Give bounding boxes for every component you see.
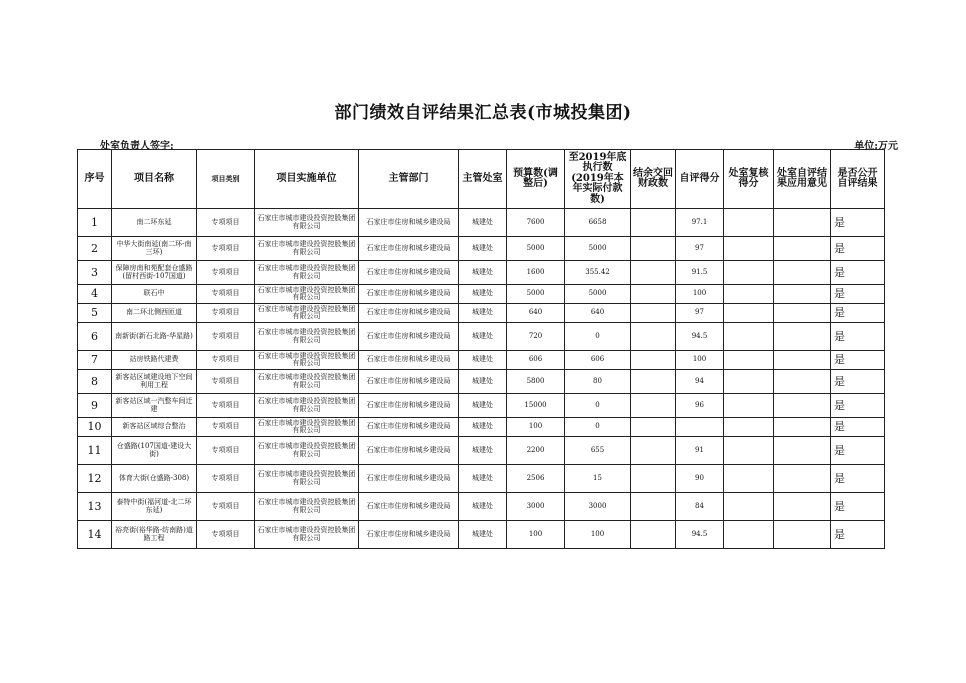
apply-opinion xyxy=(774,465,831,493)
returned-value xyxy=(631,237,676,261)
executed-value: 80 xyxy=(565,370,631,394)
table-row xyxy=(78,323,885,351)
project-category: 专项项目 xyxy=(197,465,255,493)
public-flag: 是 xyxy=(831,323,885,351)
project-name: 裕亮街(裕华路-纺南路)道路工程 xyxy=(112,521,197,549)
col-header: 序号 xyxy=(78,150,112,209)
implementing-unit: 石家庄市城市建设投资控股集团有限公司 xyxy=(255,261,359,285)
public-flag: 是 xyxy=(831,418,885,437)
implementing-unit: 石家庄市城市建设投资控股集团有限公司 xyxy=(255,394,359,418)
returned-value xyxy=(631,394,676,418)
budget-value: 15000 xyxy=(507,394,565,418)
supervising-dept: 石家庄市住房和城乡建设局 xyxy=(359,323,459,351)
project-name: 南二环东延 xyxy=(112,209,197,237)
unit-label: 单位:万元 xyxy=(854,141,898,152)
project-category: 专项项目 xyxy=(197,370,255,394)
project-category: 专项项目 xyxy=(197,323,255,351)
apply-opinion xyxy=(774,285,831,304)
table-row xyxy=(78,394,885,418)
apply-opinion xyxy=(774,493,831,521)
supervising-dept: 石家庄市住房和城乡建设局 xyxy=(359,493,459,521)
budget-value: 5000 xyxy=(507,237,565,261)
supervising-office: 城建处 xyxy=(459,418,507,437)
supervising-dept: 石家庄市住房和城乡建设局 xyxy=(359,304,459,323)
table-row xyxy=(78,237,885,261)
col-header: 处室自评结果应用意见 xyxy=(774,150,831,209)
supervising-office: 城建处 xyxy=(459,285,507,304)
table-row xyxy=(78,304,885,323)
apply-opinion xyxy=(774,261,831,285)
supervising-dept: 石家庄市住房和城乡建设局 xyxy=(359,285,459,304)
apply-opinion xyxy=(774,418,831,437)
public-flag: 是 xyxy=(831,521,885,549)
returned-value xyxy=(631,351,676,370)
public-flag: 是 xyxy=(831,261,885,285)
self-score: 96 xyxy=(676,394,724,418)
implementing-unit: 石家庄市城市建设投资控股集团有限公司 xyxy=(255,323,359,351)
supervising-office: 城建处 xyxy=(459,437,507,465)
self-score: 97 xyxy=(676,304,724,323)
seq-cell: 3 xyxy=(78,261,112,285)
supervising-office: 城建处 xyxy=(459,521,507,549)
public-flag: 是 xyxy=(831,209,885,237)
project-name: 保障房南和苑配套仓盛路(留村西街-107国道) xyxy=(112,261,197,285)
header-row xyxy=(78,150,885,209)
col-header: 项目名称 xyxy=(112,150,197,209)
project-name: 站房铁路代建费 xyxy=(112,351,197,370)
budget-value: 3000 xyxy=(507,493,565,521)
public-flag: 是 xyxy=(831,437,885,465)
returned-value xyxy=(631,285,676,304)
seq-cell: 1 xyxy=(78,209,112,237)
budget-value: 5800 xyxy=(507,370,565,394)
col-header: 至2019年底执行数(2019年本年实际付款数) xyxy=(565,150,631,209)
col-header: 主管处室 xyxy=(459,150,507,209)
review-score xyxy=(724,209,774,237)
supervising-dept: 石家庄市住房和城乡建设局 xyxy=(359,437,459,465)
supervising-office: 城建处 xyxy=(459,323,507,351)
col-header: 自评得分 xyxy=(676,150,724,209)
budget-value: 606 xyxy=(507,351,565,370)
seq-cell: 11 xyxy=(78,437,112,465)
project-category: 专项项目 xyxy=(197,351,255,370)
review-score xyxy=(724,394,774,418)
review-score xyxy=(724,261,774,285)
implementing-unit: 石家庄市城市建设投资控股集团有限公司 xyxy=(255,304,359,323)
page-title: 部门绩效自评结果汇总表(市城投集团) xyxy=(334,103,632,123)
seq-cell: 12 xyxy=(78,465,112,493)
supervising-office: 城建处 xyxy=(459,261,507,285)
executed-value: 0 xyxy=(565,418,631,437)
col-header: 主管部门 xyxy=(359,150,459,209)
project-name: 南二环北侧西匝道 xyxy=(112,304,197,323)
supervising-office: 城建处 xyxy=(459,209,507,237)
table-row xyxy=(78,370,885,394)
project-name: 体育大街(仓盛路-308) xyxy=(112,465,197,493)
apply-opinion xyxy=(774,394,831,418)
self-score: 94.5 xyxy=(676,521,724,549)
public-flag: 是 xyxy=(831,493,885,521)
seq-cell: 5 xyxy=(78,304,112,323)
seq-cell: 7 xyxy=(78,351,112,370)
project-category: 专项项目 xyxy=(197,285,255,304)
self-score: 90 xyxy=(676,465,724,493)
review-score xyxy=(724,323,774,351)
review-score xyxy=(724,237,774,261)
table-row xyxy=(78,209,885,237)
signer-label: 处室负责人签字: xyxy=(100,141,174,152)
project-category: 专项项目 xyxy=(197,237,255,261)
implementing-unit: 石家庄市城市建设投资控股集团有限公司 xyxy=(255,521,359,549)
public-flag: 是 xyxy=(831,304,885,323)
budget-value: 100 xyxy=(507,418,565,437)
col-header: 处室复核得分 xyxy=(724,150,774,209)
budget-value: 7600 xyxy=(507,209,565,237)
apply-opinion xyxy=(774,437,831,465)
returned-value xyxy=(631,209,676,237)
self-score: 100 xyxy=(676,285,724,304)
self-score: 91 xyxy=(676,437,724,465)
returned-value xyxy=(631,465,676,493)
supervising-dept: 石家庄市住房和城乡建设局 xyxy=(359,261,459,285)
public-flag: 是 xyxy=(831,237,885,261)
self-score: 94.5 xyxy=(676,323,724,351)
budget-value: 2506 xyxy=(507,465,565,493)
table-row xyxy=(78,521,885,549)
executed-value: 5000 xyxy=(565,237,631,261)
supervising-dept: 石家庄市住房和城乡建设局 xyxy=(359,521,459,549)
executed-value: 0 xyxy=(565,394,631,418)
supervising-office: 城建处 xyxy=(459,394,507,418)
supervising-office: 城建处 xyxy=(459,370,507,394)
review-score xyxy=(724,285,774,304)
project-category: 专项项目 xyxy=(197,304,255,323)
project-name: 中华大街南延(南二环-南三环) xyxy=(112,237,197,261)
apply-opinion xyxy=(774,304,831,323)
seq-cell: 8 xyxy=(78,370,112,394)
implementing-unit: 石家庄市城市建设投资控股集团有限公司 xyxy=(255,437,359,465)
apply-opinion xyxy=(774,521,831,549)
supervising-dept: 石家庄市住房和城乡建设局 xyxy=(359,370,459,394)
review-score xyxy=(724,370,774,394)
review-score xyxy=(724,304,774,323)
budget-value: 5000 xyxy=(507,285,565,304)
self-score: 84 xyxy=(676,493,724,521)
implementing-unit: 石家庄市城市建设投资控股集团有限公司 xyxy=(255,237,359,261)
supervising-dept: 石家庄市住房和城乡建设局 xyxy=(359,209,459,237)
project-category: 专项项目 xyxy=(197,437,255,465)
col-header: 结余交回财政数 xyxy=(631,150,676,209)
returned-value xyxy=(631,323,676,351)
supervising-office: 城建处 xyxy=(459,304,507,323)
seq-cell: 6 xyxy=(78,323,112,351)
project-name: 新客站区域建设地下空间利用工程 xyxy=(112,370,197,394)
project-name: 新客站区域综合整治 xyxy=(112,418,197,437)
supervising-office: 城建处 xyxy=(459,493,507,521)
budget-value: 2200 xyxy=(507,437,565,465)
implementing-unit: 石家庄市城市建设投资控股集团有限公司 xyxy=(255,465,359,493)
table-row xyxy=(78,261,885,285)
implementing-unit: 石家庄市城市建设投资控股集团有限公司 xyxy=(255,493,359,521)
supervising-office: 城建处 xyxy=(459,237,507,261)
executed-value: 655 xyxy=(565,437,631,465)
review-score xyxy=(724,521,774,549)
project-category: 专项项目 xyxy=(197,209,255,237)
executed-value: 6658 xyxy=(565,209,631,237)
supervising-dept: 石家庄市住房和城乡建设局 xyxy=(359,418,459,437)
returned-value xyxy=(631,418,676,437)
table-row xyxy=(78,465,885,493)
executed-value: 5000 xyxy=(565,285,631,304)
executed-value: 606 xyxy=(565,351,631,370)
public-flag: 是 xyxy=(831,351,885,370)
returned-value xyxy=(631,521,676,549)
seq-cell: 4 xyxy=(78,285,112,304)
executed-value: 355.42 xyxy=(565,261,631,285)
seq-cell: 2 xyxy=(78,237,112,261)
review-score xyxy=(724,418,774,437)
implementing-unit: 石家庄市城市建设投资控股集团有限公司 xyxy=(255,418,359,437)
apply-opinion xyxy=(774,209,831,237)
project-name: 新客站区域一汽整车间迁建 xyxy=(112,394,197,418)
project-name: 仓盛路(107国道-建设大街) xyxy=(112,437,197,465)
returned-value xyxy=(631,493,676,521)
budget-value: 100 xyxy=(507,521,565,549)
table-row xyxy=(78,285,885,304)
review-score xyxy=(724,351,774,370)
supervising-dept: 石家庄市住房和城乡建设局 xyxy=(359,465,459,493)
table-row xyxy=(78,351,885,370)
executed-value: 15 xyxy=(565,465,631,493)
project-name: 南新街(新石北路-华星路) xyxy=(112,323,197,351)
apply-opinion xyxy=(774,370,831,394)
seq-cell: 13 xyxy=(78,493,112,521)
table-row xyxy=(78,493,885,521)
apply-opinion xyxy=(774,237,831,261)
returned-value xyxy=(631,437,676,465)
supervising-dept: 石家庄市住房和城乡建设局 xyxy=(359,394,459,418)
self-score: 97 xyxy=(676,237,724,261)
public-flag: 是 xyxy=(831,285,885,304)
self-score: 94 xyxy=(676,370,724,394)
seq-cell: 9 xyxy=(78,394,112,418)
budget-value: 1600 xyxy=(507,261,565,285)
self-score: 91.5 xyxy=(676,261,724,285)
executed-value: 640 xyxy=(565,304,631,323)
public-flag: 是 xyxy=(831,465,885,493)
executed-value: 3000 xyxy=(565,493,631,521)
col-header: 项目类别 xyxy=(197,150,255,209)
supervising-office: 城建处 xyxy=(459,351,507,370)
project-category: 专项项目 xyxy=(197,418,255,437)
implementing-unit: 石家庄市城市建设投资控股集团有限公司 xyxy=(255,351,359,370)
table-row xyxy=(78,437,885,465)
self-score: 97.1 xyxy=(676,209,724,237)
supervising-office: 城建处 xyxy=(459,465,507,493)
project-category: 专项项目 xyxy=(197,394,255,418)
returned-value xyxy=(631,370,676,394)
project-category: 专项项目 xyxy=(197,493,255,521)
apply-opinion xyxy=(774,351,831,370)
review-score xyxy=(724,437,774,465)
project-category: 专项项目 xyxy=(197,521,255,549)
apply-opinion xyxy=(774,323,831,351)
review-score xyxy=(724,493,774,521)
returned-value xyxy=(631,304,676,323)
table-body xyxy=(78,209,885,549)
project-name: 联石中 xyxy=(112,285,197,304)
seq-cell: 14 xyxy=(78,521,112,549)
seq-cell: 10 xyxy=(78,418,112,437)
col-header: 项目实施单位 xyxy=(255,150,359,209)
implementing-unit: 石家庄市城市建设投资控股集团有限公司 xyxy=(255,370,359,394)
executed-value: 0 xyxy=(565,323,631,351)
table-row xyxy=(78,418,885,437)
col-header: 预算数(调整后) xyxy=(507,150,565,209)
project-name: 泰特中街(福河道-北二环东延) xyxy=(112,493,197,521)
self-score xyxy=(676,418,724,437)
supervising-dept: 石家庄市住房和城乡建设局 xyxy=(359,237,459,261)
implementing-unit: 石家庄市城市建设投资控股集团有限公司 xyxy=(255,209,359,237)
returned-value xyxy=(631,261,676,285)
public-flag: 是 xyxy=(831,394,885,418)
supervising-dept: 石家庄市住房和城乡建设局 xyxy=(359,351,459,370)
self-score: 100 xyxy=(676,351,724,370)
budget-value: 640 xyxy=(507,304,565,323)
implementing-unit: 石家庄市城市建设投资控股集团有限公司 xyxy=(255,285,359,304)
executed-value: 100 xyxy=(565,521,631,549)
budget-value: 720 xyxy=(507,323,565,351)
performance-table xyxy=(77,149,885,549)
project-category: 专项项目 xyxy=(197,261,255,285)
public-flag: 是 xyxy=(831,370,885,394)
review-score xyxy=(724,465,774,493)
col-header: 是否公开自评结果 xyxy=(831,150,885,209)
